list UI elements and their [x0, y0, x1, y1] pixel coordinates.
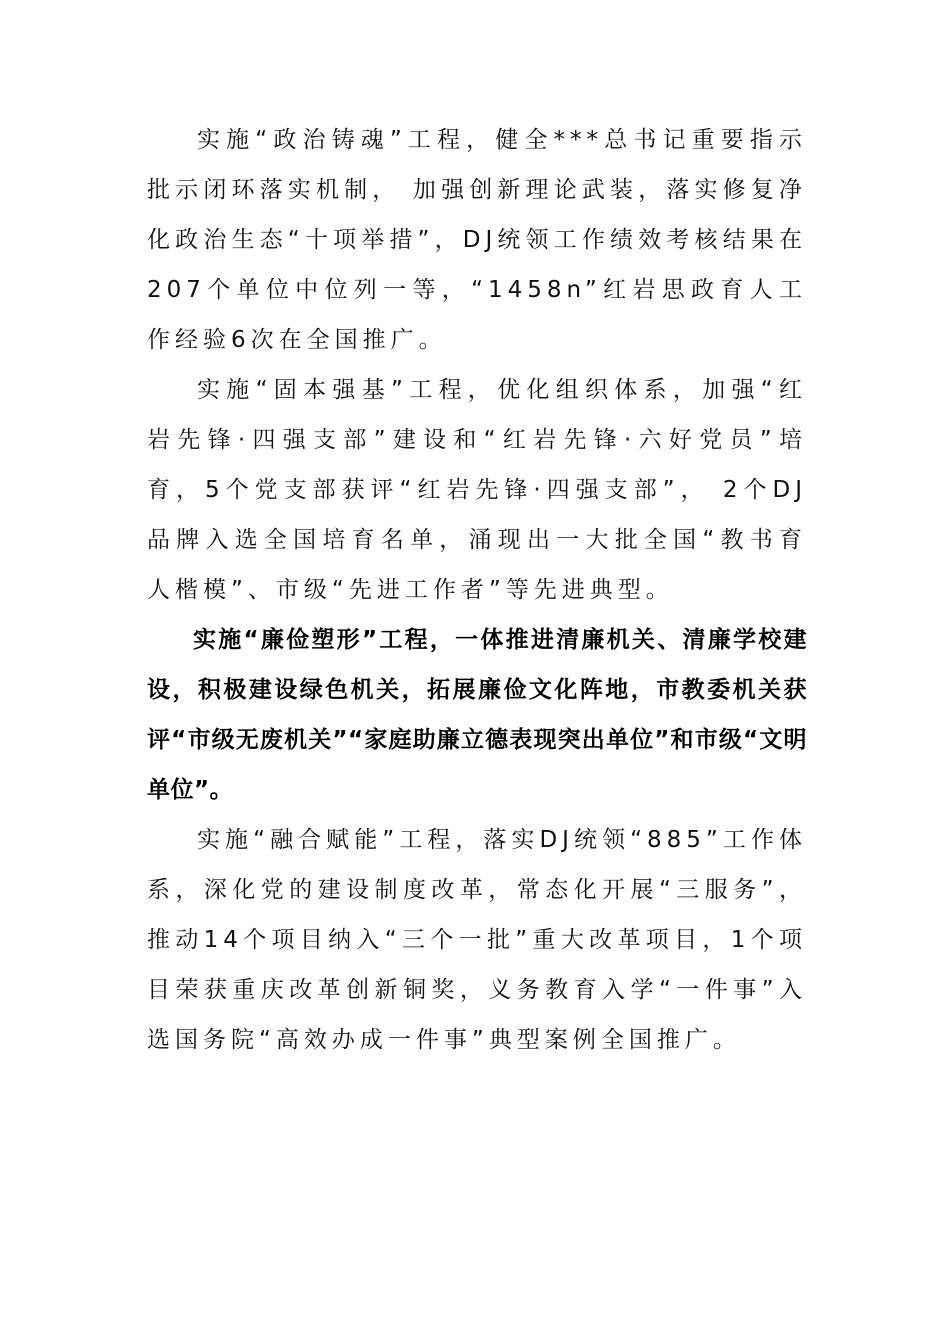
paragraph-integration: 实施“融合赋能”工程，落实DJ统领“885”工作体系，深化党的建设制度改革，常态化开展“三服务”，推动14个项目纳入“三个一批”重大改革项目，1个项目荣获重庆改革创新铜奖，义务教育入学“一件事”入选国务院“高效办成一件事”典型案例全国推广。: [147, 827, 807, 1053]
document-body: [147, 115, 807, 1065]
paragraph-solid-foundation: 实施“固本强基”工程，优化组织体系，加强“红岩先锋·四强支部”建设和“红岩先锋·六好党员”培育，5个党支部获评“红岩先锋·四强支部”， 2个DJ品牌入选全国培育名单，涌现出一大批全国“教书育人楷模”、市级“先进工作者”等先进典型。: [147, 377, 807, 603]
paragraph-integrity: 实施“廉俭塑形”工程，一体推进清廉机关、清廉学校建设，积极建设绿色机关，拓展廉俭文化阵地，市教委机关获评“市级无废机关”“家庭助廉立德表现突出单位”和市级“文明单位”。: [147, 627, 807, 803]
paragraph-political-soul: 实施“政治铸魂”工程，健全***总书记重要指示批示闭环落实机制， 加强创新理论武装，落实修复净化政治生态“十项举措”，DJ统领工作绩效考核结果在207个单位中位列一等，“1458n”红岩思政育人工作经验6次在全国推广。: [147, 127, 807, 353]
